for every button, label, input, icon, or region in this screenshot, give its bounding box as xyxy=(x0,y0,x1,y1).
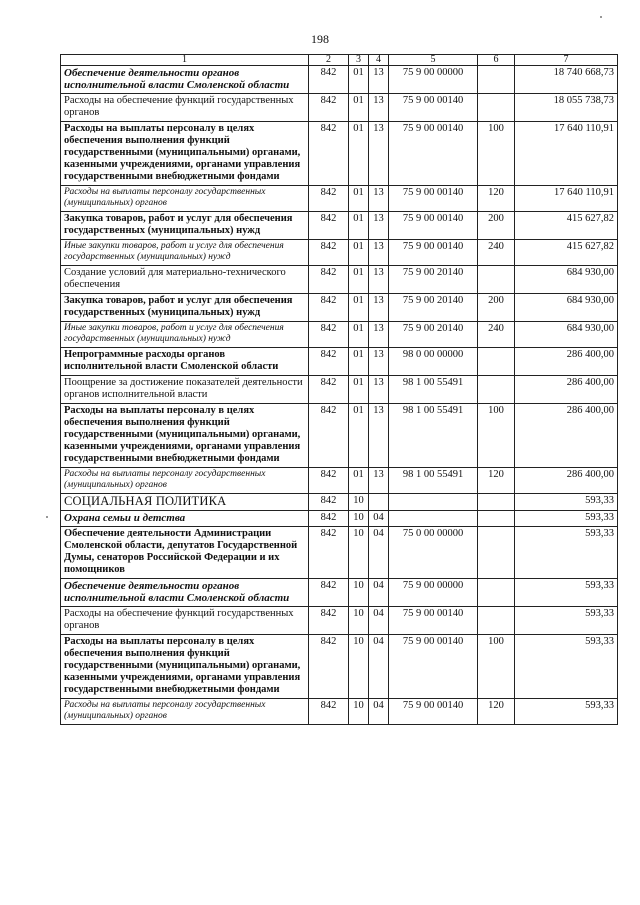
item-name-cell: Расходы на выплаты персоналу государственных (муниципальных) органов xyxy=(61,468,309,494)
subsection-code-cell: 13 xyxy=(369,266,389,294)
table-header-row xyxy=(61,55,618,66)
item-name-cell: Закупка товаров, работ и услуг для обеспечения государственных (муниципальных) нужд xyxy=(61,294,309,322)
ministry-code-cell: 842 xyxy=(309,186,349,212)
section-code-cell: 01 xyxy=(349,468,369,494)
item-name-cell: Охрана семьи и детства xyxy=(61,511,309,527)
scan-speck xyxy=(600,16,602,18)
target-article-cell: 75 9 00 00140 xyxy=(389,699,478,725)
table-row xyxy=(61,468,618,494)
item-name-cell: Расходы на выплаты персоналу в целях обеспечения выполнения функций государственными (муниципальными) органами, казенными учреждениями, органами управления государственными внебюджетными фондами xyxy=(61,404,309,468)
target-article-cell: 98 0 00 00000 xyxy=(389,348,478,376)
target-article-cell: 75 9 00 20140 xyxy=(389,322,478,348)
section-code-cell: 01 xyxy=(349,376,369,404)
expense-type-cell: 240 xyxy=(478,240,515,266)
section-code-cell: 01 xyxy=(349,122,369,186)
ministry-code-cell: 842 xyxy=(309,579,349,607)
table-row xyxy=(61,122,618,186)
target-article-cell: 75 9 00 00000 xyxy=(389,66,478,94)
amount-cell: 286 400,00 xyxy=(515,468,618,494)
header-cell: 2 xyxy=(309,55,349,66)
amount-cell: 593,33 xyxy=(515,607,618,635)
amount-cell: 593,33 xyxy=(515,511,618,527)
amount-cell: 286 400,00 xyxy=(515,404,618,468)
table-row xyxy=(61,212,618,240)
subsection-code-cell: 04 xyxy=(369,579,389,607)
expense-type-cell xyxy=(478,348,515,376)
subsection-code-cell: 13 xyxy=(369,348,389,376)
ministry-code-cell: 842 xyxy=(309,468,349,494)
section-code-cell: 10 xyxy=(349,511,369,527)
subsection-code-cell: 13 xyxy=(369,212,389,240)
expense-type-cell: 120 xyxy=(478,186,515,212)
scan-speck xyxy=(46,516,48,518)
section-code-cell: 01 xyxy=(349,322,369,348)
amount-cell: 18 740 668,73 xyxy=(515,66,618,94)
target-article-cell: 75 9 00 00140 xyxy=(389,122,478,186)
target-article-cell xyxy=(389,511,478,527)
expense-type-cell xyxy=(478,527,515,579)
target-article-cell: 75 9 00 00140 xyxy=(389,186,478,212)
section-code-cell: 01 xyxy=(349,186,369,212)
table-row xyxy=(61,322,618,348)
item-name-cell: Иные закупки товаров, работ и услуг для обеспечения государственных (муниципальных) нужд xyxy=(61,322,309,348)
table-row xyxy=(61,348,618,376)
expense-type-cell: 120 xyxy=(478,468,515,494)
table-row xyxy=(61,66,618,94)
ministry-code-cell: 842 xyxy=(309,607,349,635)
item-name-cell: Расходы на выплаты персоналу в целях обеспечения выполнения функций государственными (муниципальными) органами, казенными учреждениями, органами управления государственными внебюджетными фондами xyxy=(61,635,309,699)
amount-cell: 17 640 110,91 xyxy=(515,122,618,186)
expense-type-cell xyxy=(478,376,515,404)
ministry-code-cell: 842 xyxy=(309,348,349,376)
section-code-cell: 01 xyxy=(349,240,369,266)
target-article-cell: 75 9 00 20140 xyxy=(389,294,478,322)
section-code-cell: 01 xyxy=(349,404,369,468)
ministry-code-cell: 842 xyxy=(309,94,349,122)
amount-cell: 18 055 738,73 xyxy=(515,94,618,122)
target-article-cell: 75 0 00 00000 xyxy=(389,527,478,579)
subsection-code-cell: 04 xyxy=(369,699,389,725)
header-cell: 4 xyxy=(369,55,389,66)
ministry-code-cell: 842 xyxy=(309,511,349,527)
subsection-code-cell: 13 xyxy=(369,122,389,186)
section-code-cell: 01 xyxy=(349,294,369,322)
amount-cell: 684 930,00 xyxy=(515,266,618,294)
table-row xyxy=(61,494,618,511)
amount-cell: 286 400,00 xyxy=(515,348,618,376)
target-article-cell: 98 1 00 55491 xyxy=(389,404,478,468)
target-article-cell: 75 9 00 00140 xyxy=(389,240,478,266)
item-name-cell: СОЦИАЛЬНАЯ ПОЛИТИКА xyxy=(61,494,309,511)
amount-cell: 593,33 xyxy=(515,699,618,725)
amount-cell: 593,33 xyxy=(515,635,618,699)
section-code-cell: 10 xyxy=(349,494,369,511)
item-name-cell: Расходы на обеспечение функций государственных органов xyxy=(61,94,309,122)
table-row xyxy=(61,186,618,212)
expense-type-cell: 200 xyxy=(478,212,515,240)
section-code-cell: 10 xyxy=(349,635,369,699)
ministry-code-cell: 842 xyxy=(309,122,349,186)
target-article-cell: 98 1 00 55491 xyxy=(389,468,478,494)
table-row xyxy=(61,699,618,725)
target-article-cell: 75 9 00 00140 xyxy=(389,607,478,635)
expense-type-cell: 200 xyxy=(478,294,515,322)
table-row xyxy=(61,294,618,322)
subsection-code-cell: 04 xyxy=(369,511,389,527)
target-article-cell: 75 9 00 00140 xyxy=(389,94,478,122)
header-cell: 3 xyxy=(349,55,369,66)
table-row xyxy=(61,404,618,468)
table-row xyxy=(61,511,618,527)
subsection-code-cell: 04 xyxy=(369,607,389,635)
item-name-cell: Непрограммные расходы органов исполнительной власти Смоленской области xyxy=(61,348,309,376)
table-row xyxy=(61,607,618,635)
amount-cell: 684 930,00 xyxy=(515,322,618,348)
ministry-code-cell: 842 xyxy=(309,404,349,468)
subsection-code-cell: 13 xyxy=(369,294,389,322)
section-code-cell: 01 xyxy=(349,94,369,122)
amount-cell: 593,33 xyxy=(515,579,618,607)
item-name-cell: Поощрение за достижение показателей деятельности органов исполнительной власти xyxy=(61,376,309,404)
ministry-code-cell: 842 xyxy=(309,376,349,404)
subsection-code-cell: 13 xyxy=(369,186,389,212)
section-code-cell: 01 xyxy=(349,66,369,94)
amount-cell: 593,33 xyxy=(515,527,618,579)
ministry-code-cell: 842 xyxy=(309,635,349,699)
ministry-code-cell: 842 xyxy=(309,212,349,240)
amount-cell: 415 627,82 xyxy=(515,240,618,266)
expense-type-cell xyxy=(478,66,515,94)
table-row xyxy=(61,240,618,266)
ministry-code-cell: 842 xyxy=(309,240,349,266)
table-row xyxy=(61,94,618,122)
subsection-code-cell: 04 xyxy=(369,635,389,699)
subsection-code-cell: 13 xyxy=(369,322,389,348)
item-name-cell: Расходы на выплаты персоналу государственных (муниципальных) органов xyxy=(61,186,309,212)
subsection-code-cell: 13 xyxy=(369,376,389,404)
ministry-code-cell: 842 xyxy=(309,527,349,579)
subsection-code-cell: 13 xyxy=(369,404,389,468)
target-article-cell: 75 9 00 00140 xyxy=(389,635,478,699)
table-row xyxy=(61,635,618,699)
item-name-cell: Обеспечение деятельности органов исполнительной власти Смоленской области xyxy=(61,579,309,607)
subsection-code-cell xyxy=(369,494,389,511)
section-code-cell: 10 xyxy=(349,527,369,579)
page-number: 198 xyxy=(311,32,329,46)
expense-type-cell xyxy=(478,94,515,122)
table-row xyxy=(61,266,618,294)
ministry-code-cell: 842 xyxy=(309,322,349,348)
expense-type-cell: 100 xyxy=(478,122,515,186)
subsection-code-cell: 13 xyxy=(369,94,389,122)
item-name-cell: Закупка товаров, работ и услуг для обеспечения государственных (муниципальных) нужд xyxy=(61,212,309,240)
target-article-cell: 75 9 00 20140 xyxy=(389,266,478,294)
section-code-cell: 01 xyxy=(349,212,369,240)
target-article-cell: 75 9 00 00000 xyxy=(389,579,478,607)
amount-cell: 593,33 xyxy=(515,494,618,511)
table-row xyxy=(61,376,618,404)
expense-type-cell xyxy=(478,494,515,511)
expense-type-cell xyxy=(478,511,515,527)
ministry-code-cell: 842 xyxy=(309,294,349,322)
item-name-cell: Расходы на обеспечение функций государственных органов xyxy=(61,607,309,635)
target-article-cell: 98 1 00 55491 xyxy=(389,376,478,404)
section-code-cell: 01 xyxy=(349,348,369,376)
table-row xyxy=(61,579,618,607)
header-cell: 1 xyxy=(61,55,309,66)
section-code-cell: 01 xyxy=(349,266,369,294)
item-name-cell: Расходы на выплаты персоналу государственных (муниципальных) органов xyxy=(61,699,309,725)
item-name-cell: Иные закупки товаров, работ и услуг для обеспечения государственных (муниципальных) нужд xyxy=(61,240,309,266)
expense-type-cell xyxy=(478,607,515,635)
ministry-code-cell: 842 xyxy=(309,699,349,725)
subsection-code-cell: 13 xyxy=(369,66,389,94)
subsection-code-cell: 13 xyxy=(369,240,389,266)
amount-cell: 286 400,00 xyxy=(515,376,618,404)
header-cell: 7 xyxy=(515,55,618,66)
amount-cell: 684 930,00 xyxy=(515,294,618,322)
subsection-code-cell: 04 xyxy=(369,527,389,579)
expense-type-cell: 100 xyxy=(478,635,515,699)
expense-type-cell: 100 xyxy=(478,404,515,468)
section-code-cell: 10 xyxy=(349,699,369,725)
budget-table xyxy=(60,54,618,725)
target-article-cell xyxy=(389,494,478,511)
item-name-cell: Создание условий для материально-технического обеспечения xyxy=(61,266,309,294)
expense-type-cell xyxy=(478,266,515,294)
amount-cell: 17 640 110,91 xyxy=(515,186,618,212)
expense-type-cell: 120 xyxy=(478,699,515,725)
section-code-cell: 10 xyxy=(349,607,369,635)
ministry-code-cell: 842 xyxy=(309,66,349,94)
item-name-cell: Обеспечение деятельности органов исполнительной власти Смоленской области xyxy=(61,66,309,94)
item-name-cell: Обеспечение деятельности Администрации Смоленской области, депутатов Государственной Думы, сенаторов Российской Федерации и их помощников xyxy=(61,527,309,579)
subsection-code-cell: 13 xyxy=(369,468,389,494)
expense-type-cell: 240 xyxy=(478,322,515,348)
header-cell: 6 xyxy=(478,55,515,66)
section-code-cell: 10 xyxy=(349,579,369,607)
header-cell: 5 xyxy=(389,55,478,66)
table-row xyxy=(61,527,618,579)
ministry-code-cell: 842 xyxy=(309,266,349,294)
amount-cell: 415 627,82 xyxy=(515,212,618,240)
target-article-cell: 75 9 00 00140 xyxy=(389,212,478,240)
ministry-code-cell: 842 xyxy=(309,494,349,511)
item-name-cell: Расходы на выплаты персоналу в целях обеспечения выполнения функций государственными (муниципальными) органами, казенными учреждениями, органами управления государственными внебюджетными фондами xyxy=(61,122,309,186)
expense-type-cell xyxy=(478,579,515,607)
